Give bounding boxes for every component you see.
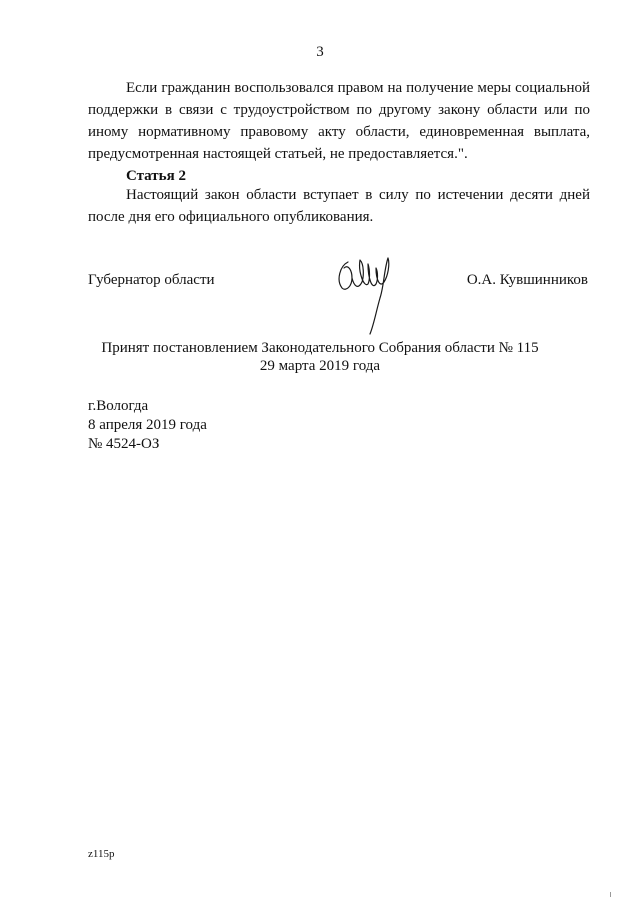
law-number: № 4524-ОЗ bbox=[88, 436, 160, 452]
handwritten-signature bbox=[334, 250, 404, 340]
article-2-text: Настоящий закон области вступает в силу по истечении десяти дней после дня его официального опубликования. bbox=[88, 187, 590, 225]
article-2-heading: Статья 2 bbox=[126, 168, 186, 184]
signing-date: 8 апреля 2019 года bbox=[88, 417, 207, 433]
footer-code: z115p bbox=[88, 848, 115, 860]
place-date-block bbox=[88, 397, 207, 454]
page-number: 3 bbox=[316, 44, 324, 60]
adoption-line-1: Принят постановлением Законодательного Собрания области № 115 bbox=[101, 340, 539, 356]
adoption-date: 29 марта 2019 года bbox=[259, 358, 381, 374]
scan-edge-mark bbox=[610, 892, 611, 897]
city: г.Вологда bbox=[88, 398, 149, 414]
paragraph-social-support: Если гражданин воспользовался правом на получение меры социальной поддержки в связи с трудоустройством по другому закону области или по иному нормативному правовому акту области, единовременная выплата, предусмотренная настоящей статьей, не предоставляется.". bbox=[88, 80, 590, 162]
adoption-note bbox=[0, 339, 640, 375]
governor-name: О.А. Кувшинников bbox=[466, 272, 588, 288]
governor-title: Губернатор области bbox=[88, 272, 215, 288]
